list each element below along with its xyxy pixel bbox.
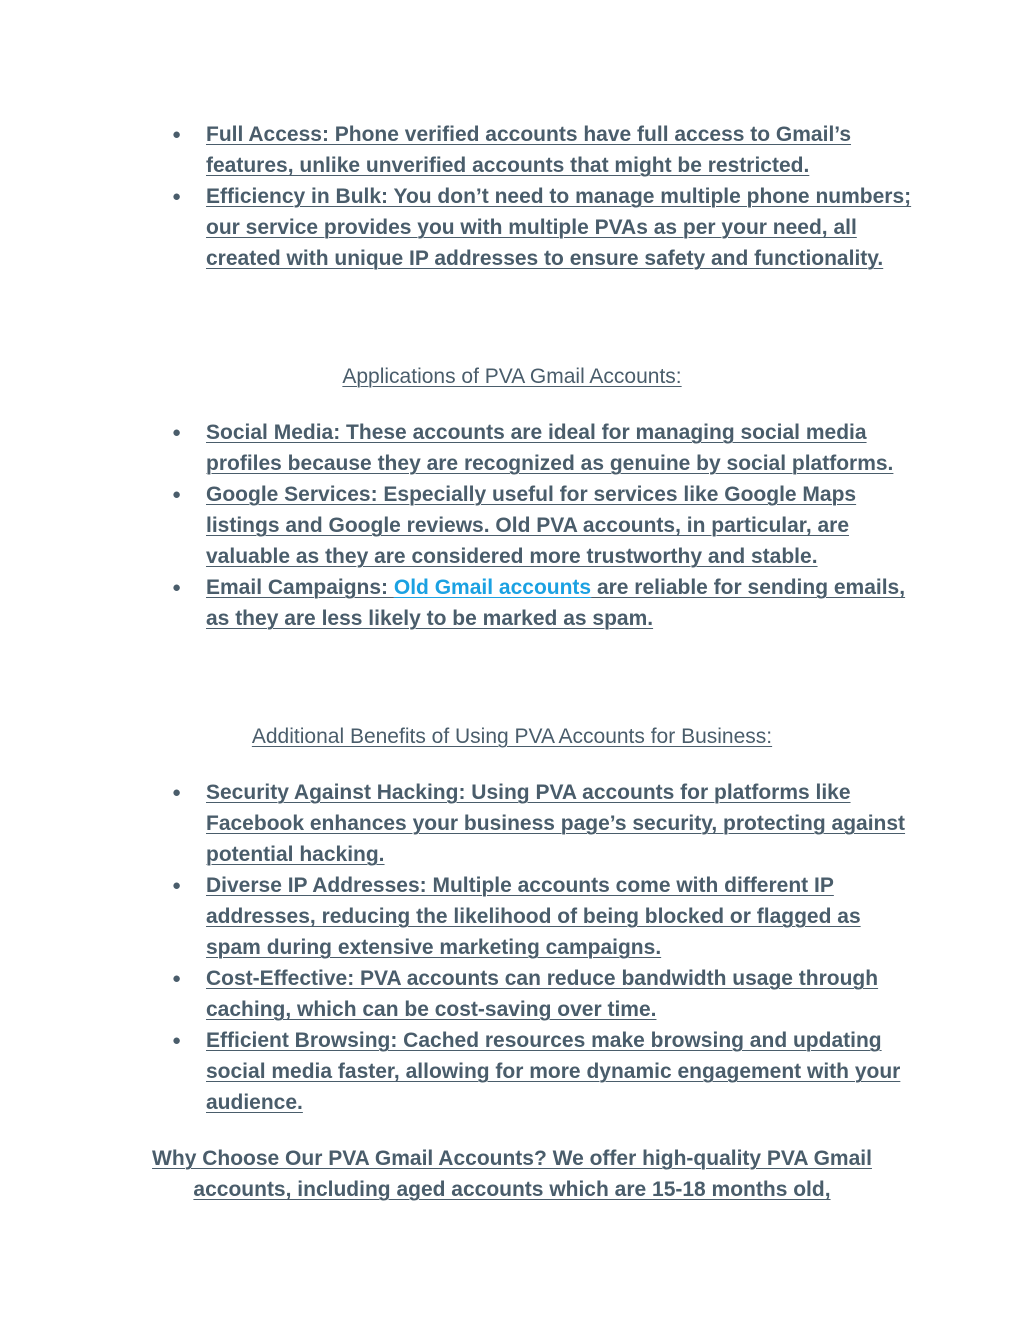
- list-item-text: Security Against Hacking: Using PVA accounts for platforms like Facebook enhances your business page’s security, protecting against potential hacking.: [206, 781, 906, 866]
- list-item-text: Full Access: Phone verified accounts have full access to Gmail’s features, unlike unverified accounts that might be restricted.: [206, 123, 852, 177]
- bullet-icon: ●: [172, 188, 182, 205]
- list-item: [172, 572, 912, 634]
- bullet-icon: ●: [172, 579, 182, 596]
- list-item-text: Efficiency in Bulk: You don’t need to manage multiple phone numbers; our service provides you with multiple PVAs as per your need, all created with unique IP addresses to ensure safety and functionality.: [206, 185, 912, 270]
- list-item-text: Efficient Browsing: Cached resources make browsing and updating social media faster, allowing for more dynamic engagement with your audience.: [206, 1029, 901, 1114]
- bullet-icon: ●: [172, 877, 182, 894]
- closing-paragraph: Why Choose Our PVA Gmail Accounts? We offer high-quality PVA Gmail accounts, including aged accounts which are 15-18 months old,: [152, 1147, 872, 1201]
- list-item: [172, 1025, 912, 1118]
- benefits-list: [172, 777, 912, 1118]
- list-item: [172, 181, 912, 274]
- list-item-suffix: are reliable for sending emails, as they are less likely to be marked as spam.: [206, 576, 906, 630]
- section-heading-benefits: Additional Benefits of Using PVA Accounts for Business:: [251, 725, 773, 748]
- bullet-icon: ●: [172, 970, 182, 987]
- list-item: [172, 479, 912, 572]
- list-item: [172, 417, 912, 479]
- list-item: [172, 777, 912, 870]
- list-item-text: Diverse IP Addresses: Multiple accounts come with different IP addresses, reducing the likelihood of being blocked or flagged as spam during extensive marketing campaigns.: [206, 874, 861, 959]
- section-heading-applications: Applications of PVA Gmail Accounts:: [342, 365, 682, 388]
- bullet-icon: ●: [172, 1032, 182, 1049]
- applications-list: [172, 417, 912, 634]
- list-item-text: Cost-Effective: PVA accounts can reduce bandwidth usage through caching, which can be cost-saving over time.: [206, 967, 879, 1021]
- bullet-icon: ●: [172, 424, 182, 441]
- list-item: [172, 119, 912, 181]
- bullet-icon: ●: [172, 784, 182, 801]
- features-list: [172, 119, 912, 274]
- list-item-prefix: Email Campaigns:: [206, 576, 394, 599]
- bullet-icon: ●: [172, 486, 182, 503]
- list-item: [172, 963, 912, 1025]
- old-gmail-accounts-link[interactable]: Old Gmail accounts: [393, 576, 592, 599]
- bullet-icon: ●: [172, 126, 182, 143]
- list-item-text: Google Services: Especially useful for services like Google Maps listings and Google reviews. Old PVA accounts, in particular, are valuable as they are considered more trustworthy and stable.: [206, 483, 857, 568]
- list-item-text: Social Media: These accounts are ideal for managing social media profiles because they are recognized as genuine by social platforms.: [206, 421, 894, 475]
- list-item: [172, 870, 912, 963]
